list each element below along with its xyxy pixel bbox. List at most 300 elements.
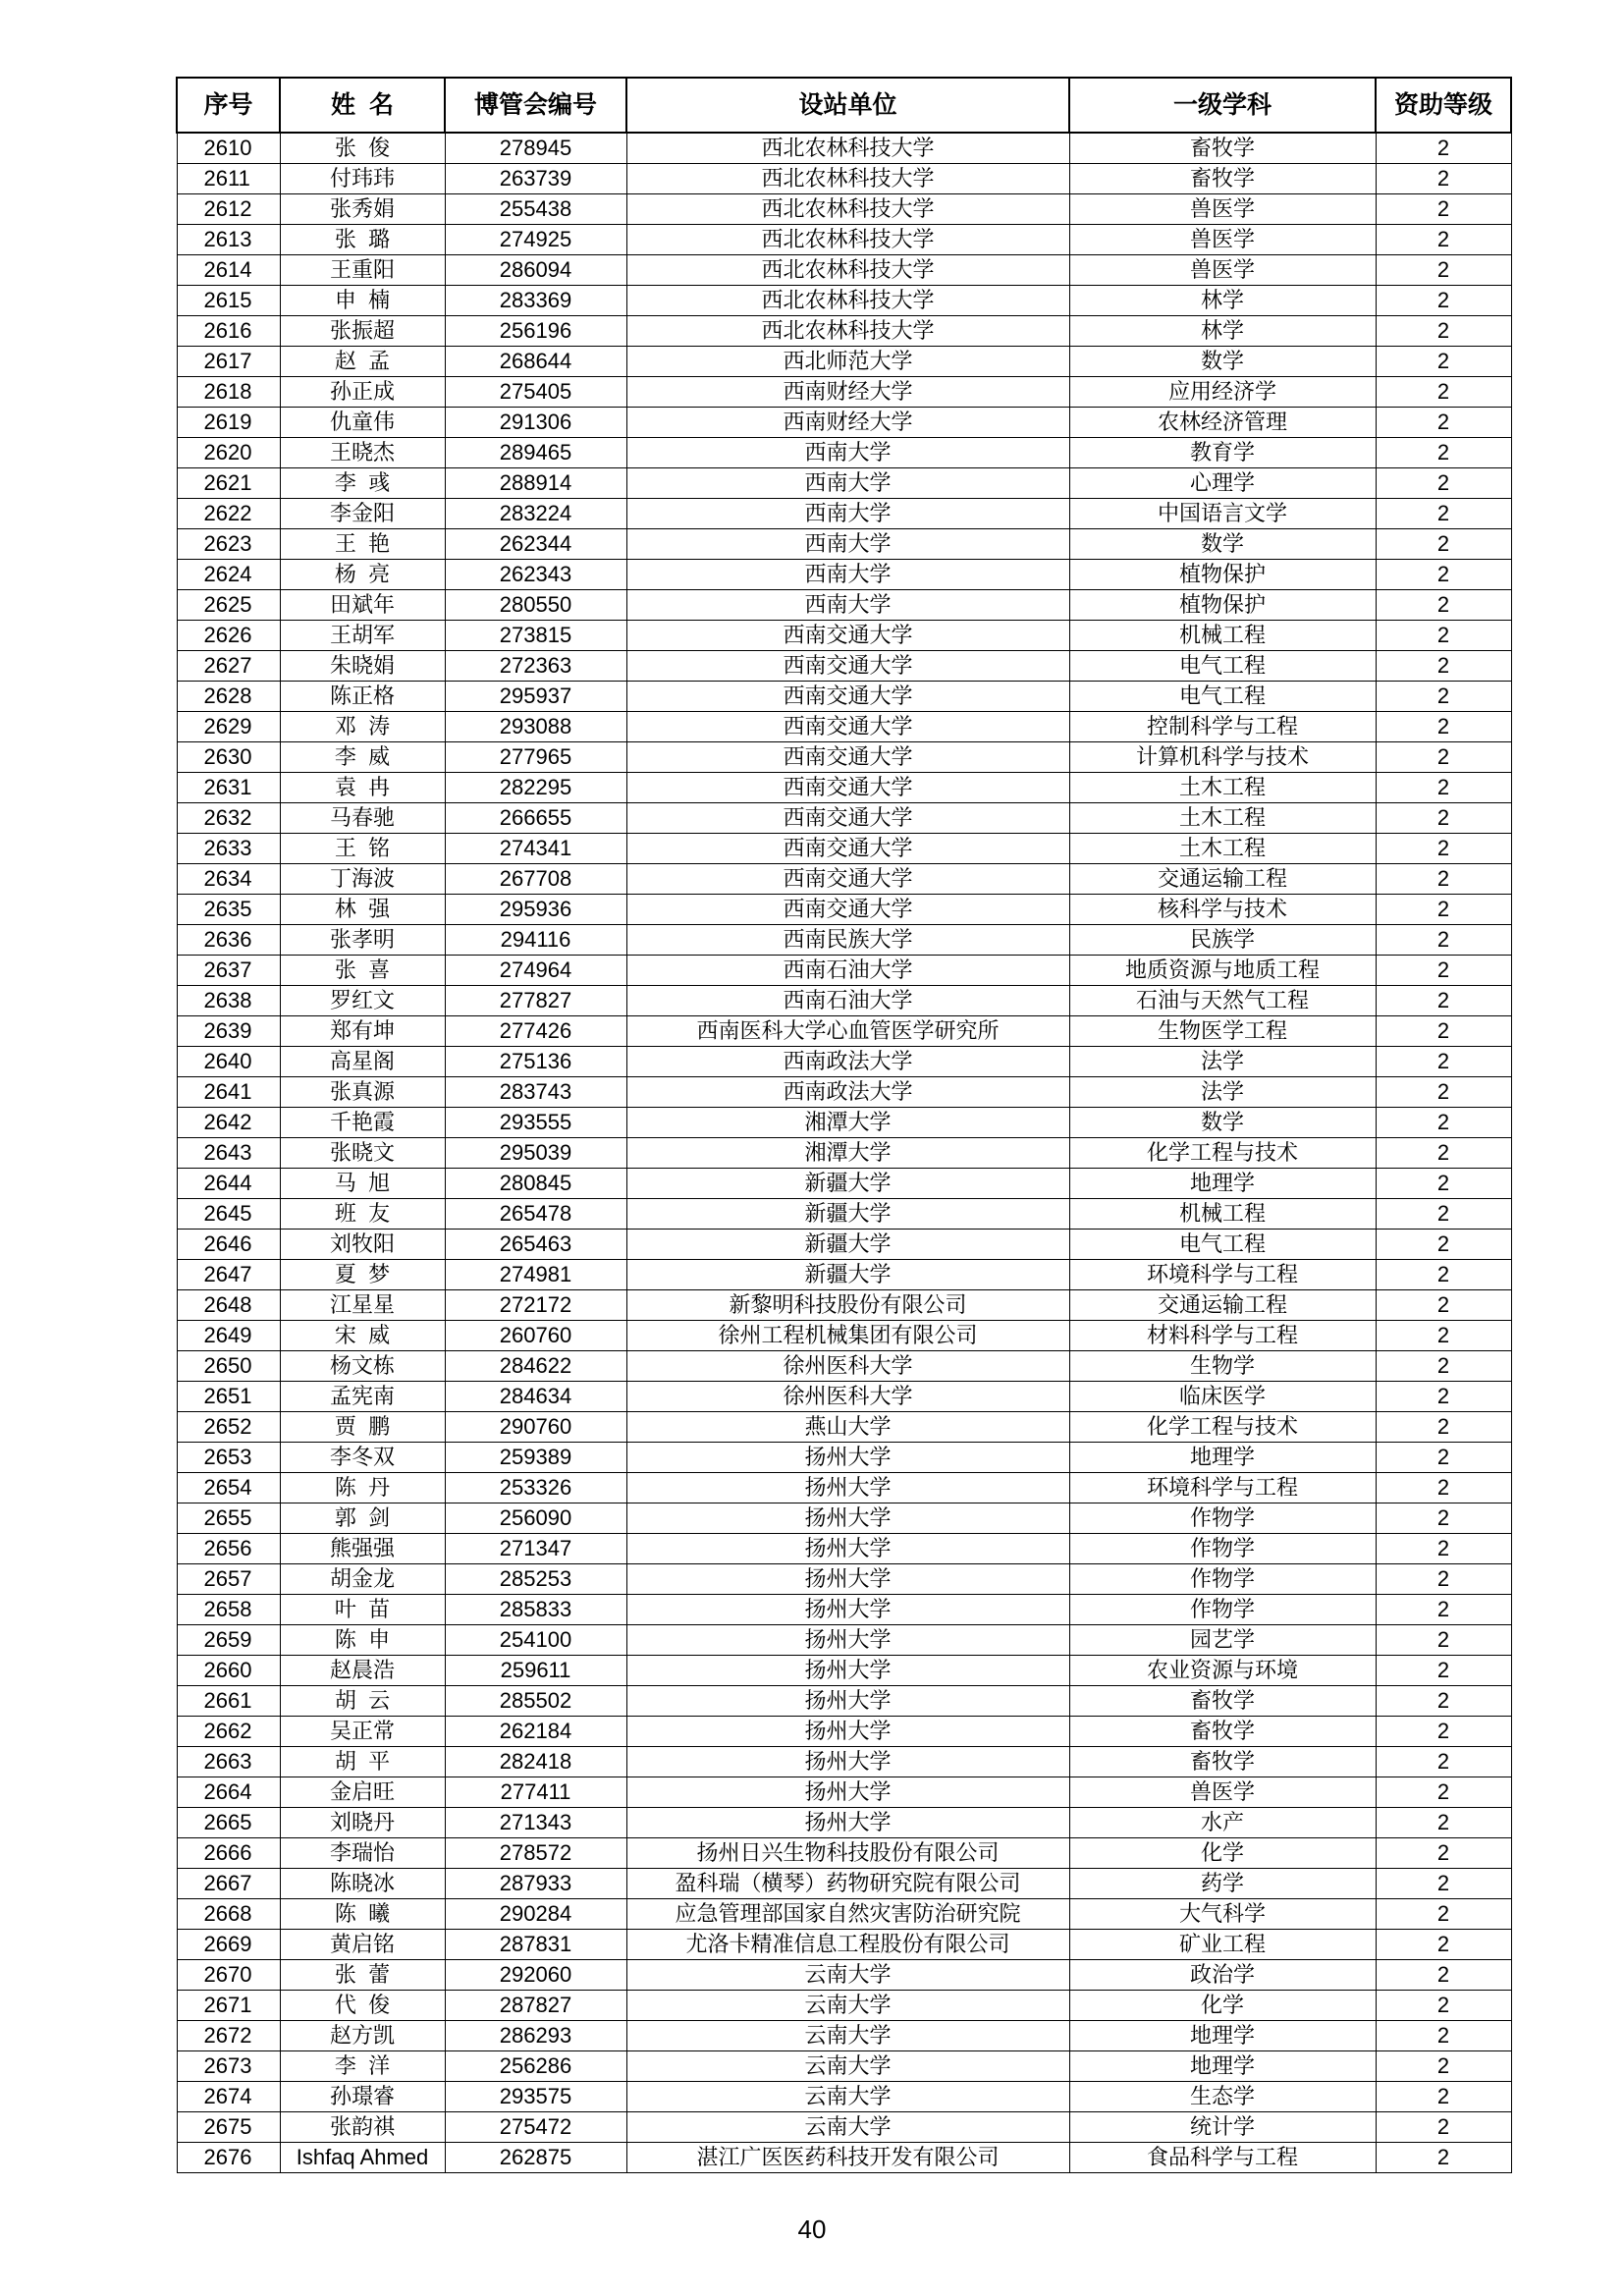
institution-cell: 扬州大学 — [626, 1443, 1069, 1473]
institution-cell: 西南交通大学 — [626, 834, 1069, 864]
discipline-cell: 地质资源与地质工程 — [1069, 956, 1376, 986]
discipline-cell: 园艺学 — [1069, 1625, 1376, 1656]
name-cell: 朱晓娟 — [280, 651, 445, 682]
discipline-cell: 生物学 — [1069, 1351, 1376, 1382]
discipline-cell: 土木工程 — [1069, 773, 1376, 803]
discipline-cell: 数学 — [1069, 1108, 1376, 1138]
name-cell: 王胡军 — [280, 621, 445, 651]
table-row — [177, 1016, 1511, 1047]
name-cell: 张振超 — [280, 316, 445, 347]
name-cell: 袁 冉 — [280, 773, 445, 803]
name-cell: 王 铭 — [280, 834, 445, 864]
institution-cell: 徐州医科大学 — [626, 1382, 1069, 1412]
discipline-cell: 水产 — [1069, 1808, 1376, 1838]
institution-cell: 西南交通大学 — [626, 803, 1069, 834]
grade-cell: 2 — [1376, 255, 1511, 286]
institution-cell: 徐州工程机械集团有限公司 — [626, 1321, 1069, 1351]
postdoc-id-cell: 273815 — [445, 621, 626, 651]
discipline-cell: 统计学 — [1069, 2112, 1376, 2143]
grade-cell: 2 — [1376, 2143, 1511, 2173]
name-cell: 千艳霞 — [280, 1108, 445, 1138]
name-cell: 黄启铭 — [280, 1930, 445, 1960]
grade-cell: 2 — [1376, 1077, 1511, 1108]
table-row — [177, 1717, 1511, 1747]
postdoc-id-cell: 283743 — [445, 1077, 626, 1108]
grade-cell: 2 — [1376, 834, 1511, 864]
postdoc-id-cell: 271347 — [445, 1534, 626, 1564]
table-row — [177, 2082, 1511, 2112]
discipline-cell: 地理学 — [1069, 2051, 1376, 2082]
name-cell: 胡金龙 — [280, 1564, 445, 1595]
institution-cell: 西南交通大学 — [626, 712, 1069, 742]
postdoc-id-cell: 290760 — [445, 1412, 626, 1443]
seq-cell: 2663 — [177, 1747, 280, 1777]
grade-cell: 2 — [1376, 1412, 1511, 1443]
grade-cell: 2 — [1376, 1443, 1511, 1473]
name-cell: 罗红文 — [280, 986, 445, 1016]
grade-cell: 2 — [1376, 1351, 1511, 1382]
table-row — [177, 1412, 1511, 1443]
name-cell: 张 蕾 — [280, 1960, 445, 1991]
discipline-cell: 农林经济管理 — [1069, 408, 1376, 438]
table-row — [177, 1108, 1511, 1138]
postdoc-id-cell: 275136 — [445, 1047, 626, 1077]
discipline-cell: 计算机科学与技术 — [1069, 742, 1376, 773]
grade-cell: 2 — [1376, 377, 1511, 408]
postdoc-id-cell: 274981 — [445, 1260, 626, 1290]
table-row — [177, 1777, 1511, 1808]
discipline-cell: 心理学 — [1069, 468, 1376, 499]
seq-cell: 2649 — [177, 1321, 280, 1351]
name-cell: 丁海波 — [280, 864, 445, 895]
grade-cell: 2 — [1376, 1016, 1511, 1047]
table-row — [177, 1199, 1511, 1230]
table-row — [177, 347, 1511, 377]
postdoc-id-cell: 262184 — [445, 1717, 626, 1747]
institution-cell: 西南财经大学 — [626, 408, 1069, 438]
grade-cell: 2 — [1376, 225, 1511, 255]
postdoc-id-cell: 291306 — [445, 408, 626, 438]
postdoc-id-cell: 260760 — [445, 1321, 626, 1351]
name-cell: 吴正常 — [280, 1717, 445, 1747]
seq-cell: 2664 — [177, 1777, 280, 1808]
institution-cell: 云南大学 — [626, 2051, 1069, 2082]
grade-cell: 2 — [1376, 438, 1511, 468]
grade-cell: 2 — [1376, 1169, 1511, 1199]
table-row — [177, 925, 1511, 956]
discipline-cell: 林学 — [1069, 316, 1376, 347]
grade-cell: 2 — [1376, 347, 1511, 377]
table-row — [177, 560, 1511, 590]
table-row — [177, 1564, 1511, 1595]
discipline-cell: 核科学与技术 — [1069, 895, 1376, 925]
postdoc-id-cell: 293088 — [445, 712, 626, 742]
grade-cell: 2 — [1376, 499, 1511, 529]
grade-cell: 2 — [1376, 1991, 1511, 2021]
seq-cell: 2670 — [177, 1960, 280, 1991]
discipline-cell: 兽医学 — [1069, 255, 1376, 286]
seq-cell: 2618 — [177, 377, 280, 408]
table-row — [177, 2051, 1511, 2082]
seq-cell: 2650 — [177, 1351, 280, 1382]
postdoc-id-cell: 285253 — [445, 1564, 626, 1595]
name-cell: 申 楠 — [280, 286, 445, 316]
discipline-cell: 兽医学 — [1069, 194, 1376, 225]
discipline-cell: 数学 — [1069, 529, 1376, 560]
seq-cell: 2676 — [177, 2143, 280, 2173]
discipline-cell: 作物学 — [1069, 1503, 1376, 1534]
discipline-cell: 化学工程与技术 — [1069, 1138, 1376, 1169]
discipline-cell: 化学工程与技术 — [1069, 1412, 1376, 1443]
table-row — [177, 408, 1511, 438]
postdoc-id-cell: 282418 — [445, 1747, 626, 1777]
seq-cell: 2671 — [177, 1991, 280, 2021]
postdoc-id-cell: 286293 — [445, 2021, 626, 2051]
institution-cell: 扬州大学 — [626, 1564, 1069, 1595]
postdoc-id-cell: 259611 — [445, 1656, 626, 1686]
discipline-cell: 法学 — [1069, 1047, 1376, 1077]
institution-cell: 湘潭大学 — [626, 1108, 1069, 1138]
postdoc-id-cell: 254100 — [445, 1625, 626, 1656]
grade-cell: 2 — [1376, 1534, 1511, 1564]
name-cell: 赵方凯 — [280, 2021, 445, 2051]
postdoc-id-cell: 278572 — [445, 1838, 626, 1869]
table-row — [177, 1808, 1511, 1838]
seq-cell: 2668 — [177, 1899, 280, 1930]
discipline-cell: 数学 — [1069, 347, 1376, 377]
grade-cell: 2 — [1376, 1382, 1511, 1412]
grade-cell: 2 — [1376, 1656, 1511, 1686]
seq-cell: 2651 — [177, 1382, 280, 1412]
seq-cell: 2654 — [177, 1473, 280, 1503]
discipline-cell: 畜牧学 — [1069, 1686, 1376, 1717]
discipline-cell: 畜牧学 — [1069, 133, 1376, 164]
seq-cell: 2621 — [177, 468, 280, 499]
postdoc-id-cell: 262875 — [445, 2143, 626, 2173]
institution-cell: 尤洛卡精准信息工程股份有限公司 — [626, 1930, 1069, 1960]
institution-cell: 西南交通大学 — [626, 682, 1069, 712]
institution-cell: 西北农林科技大学 — [626, 316, 1069, 347]
name-cell: Ishfaq Ahmed — [280, 2143, 445, 2173]
institution-cell: 新疆大学 — [626, 1230, 1069, 1260]
seq-cell: 2623 — [177, 529, 280, 560]
name-cell: 田斌年 — [280, 590, 445, 621]
seq-cell: 2646 — [177, 1230, 280, 1260]
name-cell: 杨文栋 — [280, 1351, 445, 1382]
discipline-cell: 兽医学 — [1069, 225, 1376, 255]
table-row — [177, 803, 1511, 834]
name-cell: 王 艳 — [280, 529, 445, 560]
institution-cell: 西南大学 — [626, 560, 1069, 590]
postdoc-id-cell: 274964 — [445, 956, 626, 986]
name-cell: 王晓杰 — [280, 438, 445, 468]
institution-cell: 云南大学 — [626, 1991, 1069, 2021]
institution-cell: 西南石油大学 — [626, 956, 1069, 986]
table-row — [177, 1260, 1511, 1290]
postdoc-id-cell: 283224 — [445, 499, 626, 529]
seq-cell: 2653 — [177, 1443, 280, 1473]
seq-cell: 2660 — [177, 1656, 280, 1686]
postdoc-id-cell: 253326 — [445, 1473, 626, 1503]
discipline-cell: 生态学 — [1069, 2082, 1376, 2112]
postdoc-id-cell: 277965 — [445, 742, 626, 773]
postdoc-id-cell: 287831 — [445, 1930, 626, 1960]
grade-cell: 2 — [1376, 956, 1511, 986]
table-row — [177, 529, 1511, 560]
table-row — [177, 1991, 1511, 2021]
seq-cell: 2616 — [177, 316, 280, 347]
seq-cell: 2657 — [177, 1564, 280, 1595]
seq-cell: 2675 — [177, 2112, 280, 2143]
grade-cell: 2 — [1376, 621, 1511, 651]
grade-cell: 2 — [1376, 864, 1511, 895]
seq-cell: 2629 — [177, 712, 280, 742]
grade-cell: 2 — [1376, 895, 1511, 925]
name-cell: 李瑞怡 — [280, 1838, 445, 1869]
table-row — [177, 773, 1511, 803]
name-cell: 叶 苗 — [280, 1595, 445, 1625]
table-row — [177, 1960, 1511, 1991]
discipline-cell: 电气工程 — [1069, 682, 1376, 712]
postdoc-id-cell: 282295 — [445, 773, 626, 803]
name-cell: 赵 孟 — [280, 347, 445, 377]
seq-cell: 2615 — [177, 286, 280, 316]
table-row — [177, 621, 1511, 651]
grade-cell: 2 — [1376, 1595, 1511, 1625]
seq-cell: 2659 — [177, 1625, 280, 1656]
header-name: 姓 名 — [280, 78, 445, 133]
table-row — [177, 133, 1511, 164]
header-postdoc-id: 博管会编号 — [445, 78, 626, 133]
seq-cell: 2665 — [177, 1808, 280, 1838]
seq-cell: 2633 — [177, 834, 280, 864]
postdoc-id-cell: 285833 — [445, 1595, 626, 1625]
postdoc-id-cell: 268644 — [445, 347, 626, 377]
name-cell: 孙正成 — [280, 377, 445, 408]
grade-cell: 2 — [1376, 1899, 1511, 1930]
postdoc-id-cell: 294116 — [445, 925, 626, 956]
institution-cell: 湘潭大学 — [626, 1138, 1069, 1169]
grade-cell: 2 — [1376, 1838, 1511, 1869]
table-row — [177, 1838, 1511, 1869]
discipline-cell: 植物保护 — [1069, 560, 1376, 590]
discipline-cell: 中国语言文学 — [1069, 499, 1376, 529]
discipline-cell: 生物医学工程 — [1069, 1016, 1376, 1047]
grade-cell: 2 — [1376, 1260, 1511, 1290]
seq-cell: 2672 — [177, 2021, 280, 2051]
discipline-cell: 民族学 — [1069, 925, 1376, 956]
seq-cell: 2658 — [177, 1595, 280, 1625]
seq-cell: 2631 — [177, 773, 280, 803]
discipline-cell: 大气科学 — [1069, 1899, 1376, 1930]
name-cell: 马春驰 — [280, 803, 445, 834]
institution-cell: 西南医科大学心血管医学研究所 — [626, 1016, 1069, 1047]
name-cell: 张 俊 — [280, 133, 445, 164]
discipline-cell: 地理学 — [1069, 2021, 1376, 2051]
header-seq: 序号 — [177, 78, 280, 133]
institution-cell: 新疆大学 — [626, 1260, 1069, 1290]
institution-cell: 西南财经大学 — [626, 377, 1069, 408]
seq-cell: 2643 — [177, 1138, 280, 1169]
postdoc-id-cell: 280845 — [445, 1169, 626, 1199]
table-row — [177, 742, 1511, 773]
seq-cell: 2611 — [177, 164, 280, 194]
header-grade: 资助等级 — [1376, 78, 1511, 133]
postdoc-id-cell: 255438 — [445, 194, 626, 225]
grade-cell: 2 — [1376, 1108, 1511, 1138]
postdoc-id-cell: 275405 — [445, 377, 626, 408]
postdoc-id-cell: 277426 — [445, 1016, 626, 1047]
discipline-cell: 控制科学与工程 — [1069, 712, 1376, 742]
postdoc-id-cell: 265463 — [445, 1230, 626, 1260]
seq-cell: 2673 — [177, 2051, 280, 2082]
grade-cell: 2 — [1376, 1199, 1511, 1230]
grade-cell: 2 — [1376, 1930, 1511, 1960]
name-cell: 李 彧 — [280, 468, 445, 499]
postdoc-id-cell: 262344 — [445, 529, 626, 560]
grade-cell: 2 — [1376, 468, 1511, 499]
seq-cell: 2612 — [177, 194, 280, 225]
table-row — [177, 1686, 1511, 1717]
discipline-cell: 畜牧学 — [1069, 1747, 1376, 1777]
grade-cell: 2 — [1376, 164, 1511, 194]
institution-cell: 西南交通大学 — [626, 895, 1069, 925]
grade-cell: 2 — [1376, 1138, 1511, 1169]
institution-cell: 西北农林科技大学 — [626, 286, 1069, 316]
discipline-cell: 电气工程 — [1069, 651, 1376, 682]
postdoc-id-cell: 285502 — [445, 1686, 626, 1717]
table-row — [177, 2143, 1511, 2173]
institution-cell: 新疆大学 — [626, 1199, 1069, 1230]
institution-cell: 云南大学 — [626, 1960, 1069, 1991]
grade-cell: 2 — [1376, 803, 1511, 834]
seq-cell: 2656 — [177, 1534, 280, 1564]
postdoc-id-cell: 293575 — [445, 2082, 626, 2112]
postdoc-id-cell: 278945 — [445, 133, 626, 164]
institution-cell: 西北师范大学 — [626, 347, 1069, 377]
grade-cell: 2 — [1376, 1747, 1511, 1777]
institution-cell: 扬州大学 — [626, 1777, 1069, 1808]
postdoc-id-cell: 286094 — [445, 255, 626, 286]
name-cell: 张孝明 — [280, 925, 445, 956]
grade-cell: 2 — [1376, 1777, 1511, 1808]
institution-cell: 扬州大学 — [626, 1534, 1069, 1564]
institution-cell: 盈科瑞（横琴）药物研究院有限公司 — [626, 1869, 1069, 1899]
table-row — [177, 1869, 1511, 1899]
postdoc-id-cell: 289465 — [445, 438, 626, 468]
seq-cell: 2636 — [177, 925, 280, 956]
grade-cell: 2 — [1376, 560, 1511, 590]
discipline-cell: 农业资源与环境 — [1069, 1656, 1376, 1686]
discipline-cell: 药学 — [1069, 1869, 1376, 1899]
discipline-cell: 环境科学与工程 — [1069, 1260, 1376, 1290]
institution-cell: 西南大学 — [626, 438, 1069, 468]
institution-cell: 西北农林科技大学 — [626, 133, 1069, 164]
postdoc-id-cell: 284622 — [445, 1351, 626, 1382]
discipline-cell: 化学 — [1069, 1838, 1376, 1869]
name-cell: 李金阳 — [280, 499, 445, 529]
name-cell: 林 强 — [280, 895, 445, 925]
table-row — [177, 712, 1511, 742]
table-row — [177, 1625, 1511, 1656]
institution-cell: 云南大学 — [626, 2021, 1069, 2051]
seq-cell: 2674 — [177, 2082, 280, 2112]
institution-cell: 徐州医科大学 — [626, 1351, 1069, 1382]
seq-cell: 2655 — [177, 1503, 280, 1534]
discipline-cell: 食品科学与工程 — [1069, 2143, 1376, 2173]
grade-cell: 2 — [1376, 2051, 1511, 2082]
postdoc-id-cell: 271343 — [445, 1808, 626, 1838]
discipline-cell: 交通运输工程 — [1069, 864, 1376, 895]
table-row — [177, 1899, 1511, 1930]
header-discipline: 一级学科 — [1069, 78, 1376, 133]
discipline-cell: 机械工程 — [1069, 621, 1376, 651]
table-header-row — [177, 78, 1511, 133]
grade-cell: 2 — [1376, 2082, 1511, 2112]
name-cell: 李 洋 — [280, 2051, 445, 2082]
institution-cell: 西北农林科技大学 — [626, 164, 1069, 194]
institution-cell: 扬州大学 — [626, 1595, 1069, 1625]
postdoc-id-cell: 263739 — [445, 164, 626, 194]
name-cell: 李冬双 — [280, 1443, 445, 1473]
institution-cell: 扬州大学 — [626, 1625, 1069, 1656]
institution-cell: 西北农林科技大学 — [626, 194, 1069, 225]
grade-cell: 2 — [1376, 194, 1511, 225]
institution-cell: 西南交通大学 — [626, 773, 1069, 803]
discipline-cell: 石油与天然气工程 — [1069, 986, 1376, 1016]
seq-cell: 2640 — [177, 1047, 280, 1077]
postdoc-id-cell: 284634 — [445, 1382, 626, 1412]
table-row — [177, 1443, 1511, 1473]
grade-cell: 2 — [1376, 712, 1511, 742]
table-row — [177, 1930, 1511, 1960]
table-row — [177, 164, 1511, 194]
discipline-cell: 化学 — [1069, 1991, 1376, 2021]
discipline-cell: 材料科学与工程 — [1069, 1321, 1376, 1351]
name-cell: 孟宪南 — [280, 1382, 445, 1412]
seq-cell: 2647 — [177, 1260, 280, 1290]
grade-cell: 2 — [1376, 2021, 1511, 2051]
seq-cell: 2642 — [177, 1108, 280, 1138]
discipline-cell: 法学 — [1069, 1077, 1376, 1108]
seq-cell: 2641 — [177, 1077, 280, 1108]
table-row — [177, 1382, 1511, 1412]
postdoc-id-cell: 256286 — [445, 2051, 626, 2082]
name-cell: 胡 平 — [280, 1747, 445, 1777]
seq-cell: 2637 — [177, 956, 280, 986]
name-cell: 陈 申 — [280, 1625, 445, 1656]
table-row — [177, 1230, 1511, 1260]
grade-cell: 2 — [1376, 2112, 1511, 2143]
table-row — [177, 1351, 1511, 1382]
discipline-cell: 环境科学与工程 — [1069, 1473, 1376, 1503]
institution-cell: 新疆大学 — [626, 1169, 1069, 1199]
table-row — [177, 1138, 1511, 1169]
seq-cell: 2614 — [177, 255, 280, 286]
institution-cell: 扬州大学 — [626, 1717, 1069, 1747]
postdoc-id-cell: 287933 — [445, 1869, 626, 1899]
institution-cell: 西南大学 — [626, 529, 1069, 560]
table-row — [177, 2021, 1511, 2051]
institution-cell: 西南民族大学 — [626, 925, 1069, 956]
discipline-cell: 作物学 — [1069, 1534, 1376, 1564]
institution-cell: 扬州大学 — [626, 1473, 1069, 1503]
seq-cell: 2644 — [177, 1169, 280, 1199]
table-row — [177, 956, 1511, 986]
table-row — [177, 316, 1511, 347]
postdoc-id-cell: 272172 — [445, 1290, 626, 1321]
grade-cell: 2 — [1376, 925, 1511, 956]
